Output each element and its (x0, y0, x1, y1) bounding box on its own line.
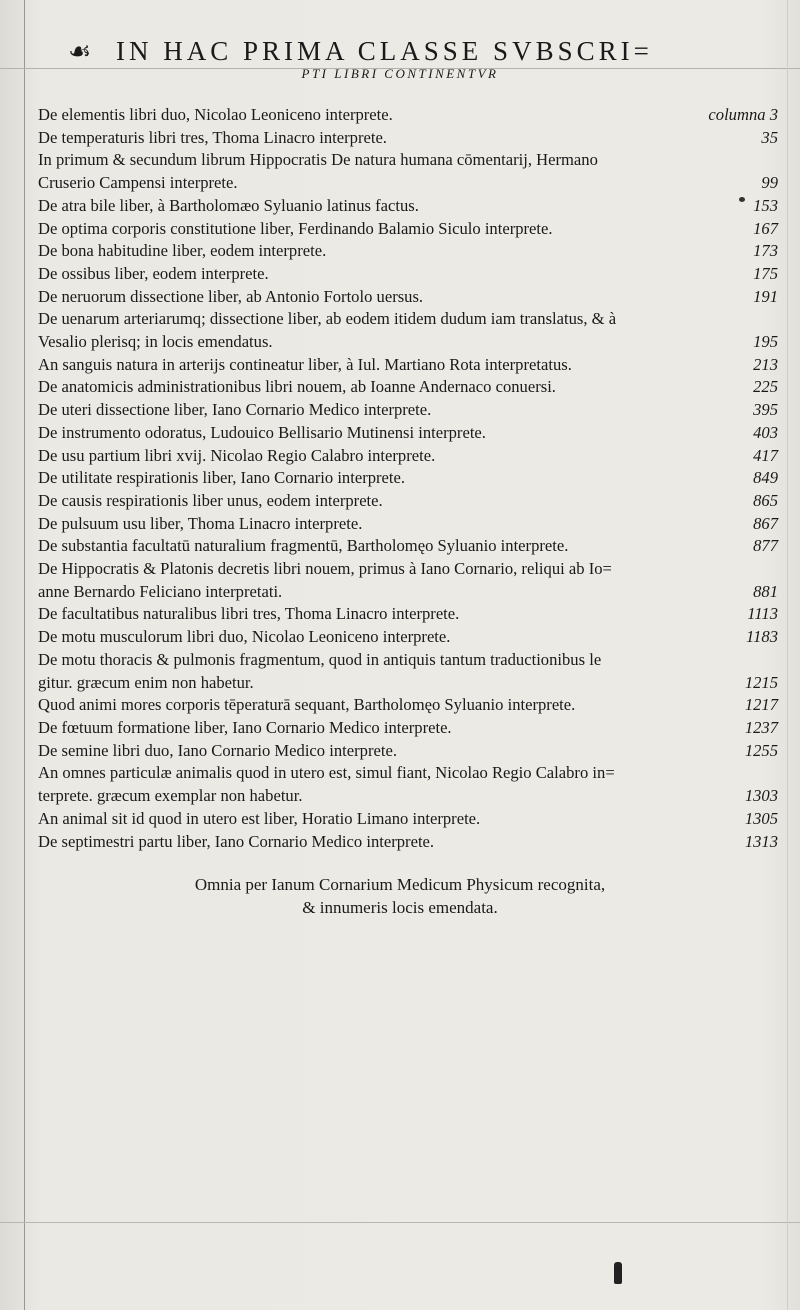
toc-entry-line (38, 603, 778, 626)
toc-entry-line (38, 762, 778, 785)
toc-entry (38, 218, 778, 241)
toc-entry-title: De utilitate respirationis liber, Iano Cornario interprete. (38, 468, 406, 488)
toc-entry-page: 153 (753, 195, 778, 215)
toc-entry (38, 399, 778, 422)
toc-entry (38, 831, 778, 854)
heading-line-1 (68, 36, 778, 67)
toc-entry-title: De uenarum arteriarumq; dissectione liber, ab eodem itidem dudum iam translatus, & à (38, 309, 617, 329)
toc-entry-page: 849 (753, 468, 778, 488)
toc-entry-line (38, 263, 778, 286)
toc-entry-title: In primum & secundum librum Hippocratis De natura humana cōmentarij, Hermano (38, 150, 598, 170)
toc-entry-title: De atra bile liber, à Bartholomæo Syluanio latinus factus. (38, 195, 419, 215)
toc-entry (38, 376, 778, 399)
toc-entry-title: An sanguis natura in arterijs contineatur liber, à Iul. Martiano Rota interpretatus. (38, 354, 572, 374)
toc-entry-page: 175 (753, 263, 778, 283)
toc-entry-line (38, 490, 778, 513)
toc-entry-title: De elementis libri duo, Nicolao Leoniceno interprete. (38, 105, 393, 124)
toc-entry-page: 867 (753, 513, 778, 533)
toc-entry-title: De causis respirationis liber unus, eodem interprete. (38, 490, 383, 510)
toc-entry-title: De septimestri partu liber, Iano Cornario Medico interprete. (38, 831, 435, 851)
toc-entry-title: De motu musculorum libri duo, Nicolao Leoniceno interprete. (38, 627, 451, 647)
toc-entry (38, 354, 778, 377)
toc-entry-line (38, 808, 778, 831)
closing-line-2: & innumeris locis emendata. (302, 898, 498, 917)
toc-entry-title: De semine libri duo, Iano Cornario Medico interprete. (38, 740, 397, 760)
toc-entry (38, 263, 778, 286)
toc-entry-line (38, 376, 778, 399)
closing-line-1: Omnia per Ianum Cornarium Medicum Physicum recognita, (194, 875, 606, 894)
toc-entry-title: De fœtuum formatione liber, Iano Cornario Medico interprete. (38, 717, 452, 737)
table-of-contents (38, 104, 778, 853)
toc-entry-title: De anatomicis administrationibus libri nouem, ab Ioanne Andernaco conuersi. (38, 377, 556, 397)
toc-entry-line (38, 694, 778, 717)
toc-entry-title: Quod animi mores corporis tēperaturā sequant, Bartholomęo Syluanio interprete. (38, 695, 576, 715)
toc-entry-line (38, 308, 778, 331)
page-fold (787, 0, 788, 1310)
toc-entry-line (38, 672, 778, 695)
toc-entry (38, 649, 778, 694)
toc-entry-title: De ossibus liber, eodem interprete. (38, 263, 269, 283)
toc-entry-title: terprete. græcum exemplar non habetur. (38, 786, 303, 806)
toc-entry (38, 422, 778, 445)
toc-entry-line (38, 581, 778, 604)
toc-entry-page: 877 (753, 536, 778, 556)
toc-entry-line (38, 354, 778, 377)
toc-entry-page: columna 3 (708, 105, 778, 124)
toc-entry-title: De Hippocratis & Platonis decretis libri nouem, primus à Iano Cornario, reliqui ab Io= (38, 559, 612, 579)
toc-entry-line (38, 717, 778, 740)
toc-entry-title: De facultatibus naturalibus libri tres, Thoma Linacro interprete. (38, 604, 460, 624)
toc-entry-line (38, 399, 778, 422)
toc-entry (38, 445, 778, 468)
toc-entry (38, 467, 778, 490)
toc-entry-title: De uteri dissectione liber, Iano Cornario Medico interprete. (38, 400, 432, 420)
toc-entry-line (38, 422, 778, 445)
toc-entry (38, 535, 778, 558)
toc-entry-line (38, 286, 778, 309)
toc-entry-page: 1113 (747, 604, 778, 624)
toc-entry-title: anne Bernardo Feliciano interpretati. (38, 581, 283, 601)
toc-entry-page: 195 (753, 332, 778, 352)
toc-entry-title: De temperaturis libri tres, Thoma Linacro interprete. (38, 127, 387, 147)
heading-text-1: IN HAC PRIMA CLASSE SVBSCRI= (116, 36, 653, 66)
toc-entry-page: 395 (753, 400, 778, 420)
toc-entry-title: Vesalio plerisq; in locis emendatus. (38, 332, 273, 352)
toc-entry-page: 35 (761, 127, 778, 147)
fleuron-icon: ☙ (68, 37, 92, 66)
toc-entry-title: De motu thoracis & pulmonis fragmentum, quod in antiquis tantum traductionibus le (38, 649, 602, 669)
toc-entry-page: 99 (761, 173, 778, 193)
toc-entry-title: De pulsuum usu liber, Thoma Linacro interprete. (38, 513, 363, 533)
toc-entry-page: 213 (753, 354, 778, 374)
toc-entry (38, 762, 778, 807)
toc-entry (38, 626, 778, 649)
toc-entry-title: De neruorum dissectione liber, ab Antonio Fortolo uersus. (38, 286, 424, 306)
toc-entry-line (38, 831, 778, 854)
toc-entry (38, 558, 778, 603)
closing-note (0, 873, 800, 919)
toc-entry-line (38, 195, 778, 218)
toc-entry (38, 240, 778, 263)
toc-entry-line (38, 240, 778, 263)
toc-entry-page: 865 (753, 490, 778, 510)
toc-entry (38, 740, 778, 763)
toc-entry-line (38, 785, 778, 808)
toc-entry-title: Cruserio Campensi interprete. (38, 173, 238, 193)
toc-entry-title: De usu partium libri xvij. Nicolao Regio Calabro interprete. (38, 445, 436, 465)
toc-entry-page: 1183 (746, 627, 778, 647)
toc-entry (38, 694, 778, 717)
toc-entry-line (38, 649, 778, 672)
toc-entry-line (38, 104, 778, 127)
toc-entry-page: 1255 (744, 740, 778, 760)
toc-entry-page: 1305 (744, 808, 778, 828)
toc-entry-title: An omnes particulæ animalis quod in utero est, simul fiant, Nicolao Regio Calabro in= (38, 763, 615, 783)
toc-entry-title: gitur. græcum enim non habetur. (38, 672, 254, 692)
toc-entry-line (38, 149, 778, 172)
toc-entry-title: De optima corporis constitutione liber, Ferdinando Balamio Siculo interprete. (38, 218, 553, 238)
toc-entry-title: De bona habitudine liber, eodem interprete. (38, 241, 327, 261)
toc-entry (38, 286, 778, 309)
toc-entry-line (38, 513, 778, 536)
toc-entry (38, 104, 778, 127)
toc-entry-line (38, 127, 778, 150)
toc-entry-line (38, 740, 778, 763)
toc-entry-line (38, 331, 778, 354)
toc-entry (38, 513, 778, 536)
toc-entry-title: An animal sit id quod in utero est liber, Horatio Limano interprete. (38, 808, 481, 828)
toc-entry-line (38, 218, 778, 241)
toc-entry-title: De substantia facultatū naturalium fragmentū, Bartholomęo Syluanio interprete. (38, 536, 569, 556)
toc-entry-page: 167 (753, 218, 778, 238)
toc-entry (38, 127, 778, 150)
left-margin-rule (24, 0, 25, 1310)
bottom-rule (0, 1222, 800, 1223)
toc-entry-page: 1215 (744, 672, 778, 692)
toc-entry-page: 403 (753, 422, 778, 442)
toc-entry-line (38, 172, 778, 195)
toc-entry (38, 308, 778, 353)
toc-entry-page: 1237 (744, 717, 778, 737)
toc-entry-line (38, 535, 778, 558)
toc-entry-page: 1217 (744, 695, 778, 715)
toc-entry-page: 1313 (744, 831, 778, 851)
toc-entry-page: 1303 (744, 786, 778, 806)
toc-entry-page: 417 (753, 445, 778, 465)
toc-entry (38, 195, 778, 218)
toc-entry (38, 808, 778, 831)
toc-entry-page: 191 (753, 286, 778, 306)
ink-speck (739, 197, 745, 202)
toc-entry-line (38, 558, 778, 581)
toc-entry-line (38, 467, 778, 490)
toc-entry-line (38, 445, 778, 468)
toc-entry (38, 149, 778, 194)
toc-entry-line (38, 626, 778, 649)
toc-entry-title: De instrumento odoratus, Ludouico Bellisario Mutinensi interprete. (38, 422, 486, 442)
toc-entry-page: 881 (753, 581, 778, 601)
toc-entry (38, 490, 778, 513)
toc-entry-page: 173 (753, 241, 778, 261)
toc-entry (38, 717, 778, 740)
toc-entry (38, 603, 778, 626)
heading-line-2: PTI LIBRI CONTINENTVR (301, 66, 499, 81)
toc-entry-page: 225 (753, 377, 778, 397)
ink-blot (614, 1262, 622, 1284)
